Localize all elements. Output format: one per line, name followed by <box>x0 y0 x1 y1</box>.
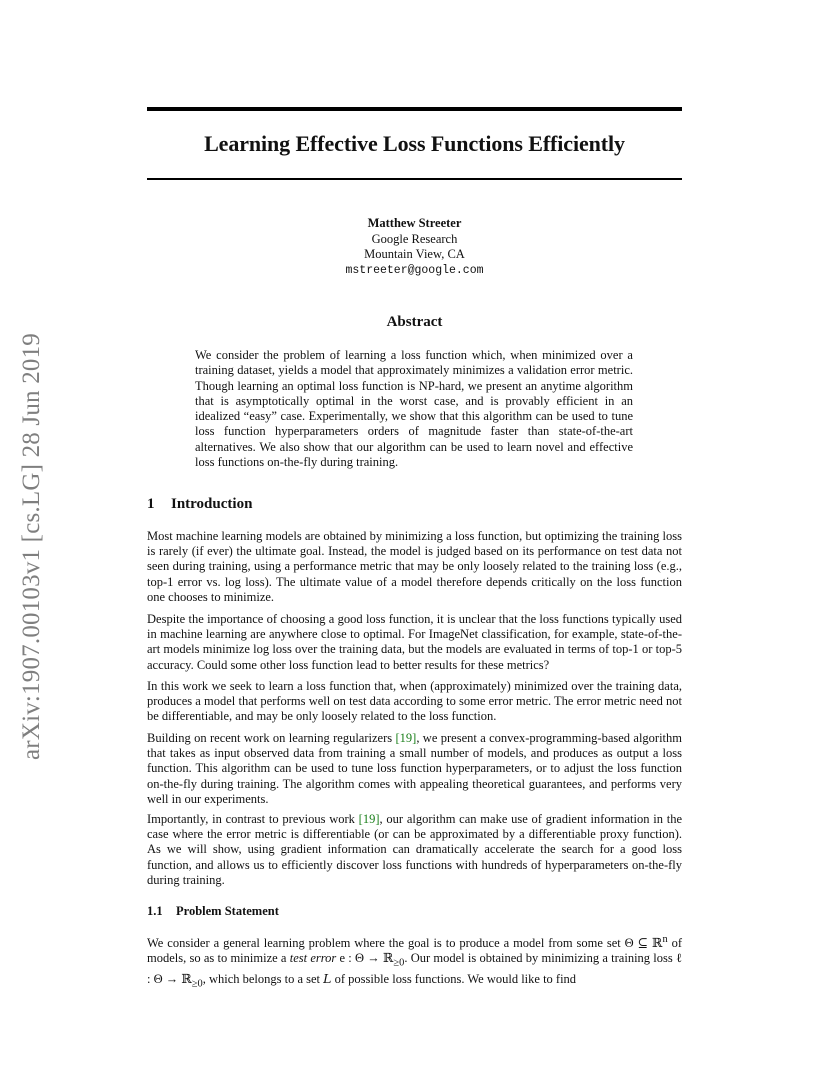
paragraph-text: , we present a convex-programming-based algorithm that takes as input observed data from training a small number of models, and produces as output a loss function. This algorithm can be used to tune loss function hyperparameters, or to adjust the loss function on-the-fly during training. The algorithm comes with appealing theoretical guarantees, and performs very well in our experiments. <box>147 731 683 806</box>
math-subscript: ≥0 <box>191 978 203 990</box>
arxiv-identifier: arXiv:1907.00103v1 [cs.LG] 28 Jun 2019 <box>18 333 45 760</box>
title-rule-top <box>147 107 682 111</box>
emphasis-text: test error <box>289 951 337 966</box>
paragraph-text: Building on recent work on learning regularizers <box>147 731 396 745</box>
subsection-number: 1.1 <box>147 904 163 918</box>
paragraph-text: of models, so as to minimize a <box>147 936 682 966</box>
intro-paragraph-1: Most machine learning models are obtained by minimizing a loss function, but optimizing the training loss is rarely (if ever) the ultimate goal. Instead, the model is judged based on its performance on test data not seen during training, using a performance metric that may be only loosely related to the training loss (e.g., top-1 error vs. log loss). The ultimate value of a model therefore depends critically on the loss function one chooses to minimize. <box>147 529 682 604</box>
paragraph-text: e : Θ → ℝ <box>336 951 394 966</box>
subsection-title: Problem Statement <box>176 904 279 918</box>
intro-paragraph-4 <box>147 731 682 807</box>
problem-statement-paragraph <box>147 932 682 992</box>
title-rule-bottom <box>147 178 682 180</box>
abstract-text: We consider the problem of learning a loss function which, when minimized over a training dataset, yields a model that approximately minimizes a validation error metric. Though learning an optimal loss function is NP-hard, we present an anytime algorithm that is asymptotically optimal in the worst case, and is provably efficient in an idealized “easy” case. Experimentally, we show that this algorithm can be used to tune loss function hyperparameters orders of magnitude faster than state-of-the-art alternatives. We also show that our algorithm can be used to learn novel and effective loss functions on-the-fly during training. <box>195 348 633 470</box>
author-location: Mountain View, CA <box>364 247 465 261</box>
author-email: mstreeter@google.com <box>345 263 484 277</box>
author-block <box>147 216 682 278</box>
author-affiliation: Google Research <box>371 231 458 246</box>
paper-title: Learning Effective Loss Functions Efficiently <box>204 131 625 156</box>
section-number: 1 <box>147 496 155 512</box>
subsection-heading <box>147 904 279 919</box>
abstract-heading: Abstract <box>386 314 443 330</box>
citation-link[interactable]: [19] <box>358 812 380 826</box>
intro-paragraph-3: In this work we seek to learn a loss function that, when (approximately) minimized over the training data, produces a model that performs well on test data according to some error metric. The error metric need not be differentiable, and may be only loosely related to the loss function. <box>147 679 682 724</box>
section-title: Introduction <box>171 496 253 512</box>
author-name: Matthew Streeter <box>367 216 462 230</box>
math-symbol: L <box>323 971 332 987</box>
paragraph-text: . Our model is obtained by minimizing a training loss ℓ : Θ → ℝ <box>147 951 682 987</box>
paragraph-text: of possible loss functions. We would like to find <box>331 972 577 987</box>
math-superscript: n <box>662 934 668 945</box>
citation-link[interactable]: [19] <box>395 731 417 745</box>
intro-paragraph-5 <box>147 812 682 888</box>
math-subscript: ≥0 <box>393 957 405 969</box>
section-heading <box>147 496 252 513</box>
paragraph-text: , which belongs to a set <box>202 972 324 987</box>
paragraph-text: We consider a general learning problem where the goal is to produce a model from some set Θ ⊆ ℝ <box>147 936 663 951</box>
paragraph-text: Importantly, in contrast to previous work <box>147 812 359 826</box>
intro-paragraph-2: Despite the importance of choosing a good loss function, it is unclear that the loss functions typically used in machine learning are anywhere close to optimal. For ImageNet classification, for example, state-of-the-art models minimize log loss over the training data, but the models are evaluated in terms of top-1 or top-5 accuracy. Could some other loss function lead to better results for these metrics? <box>147 612 682 672</box>
paragraph-text: , our algorithm can make use of gradient information in the case where the error metric is differentiable (or can be approximated by a differentiable proxy function). As we will show, using gradient information can dramatically accelerate the search for a good loss function, and allows us to efficiently discover loss functions with hundreds of hyperparameters on-the-fly during training. <box>147 812 682 887</box>
